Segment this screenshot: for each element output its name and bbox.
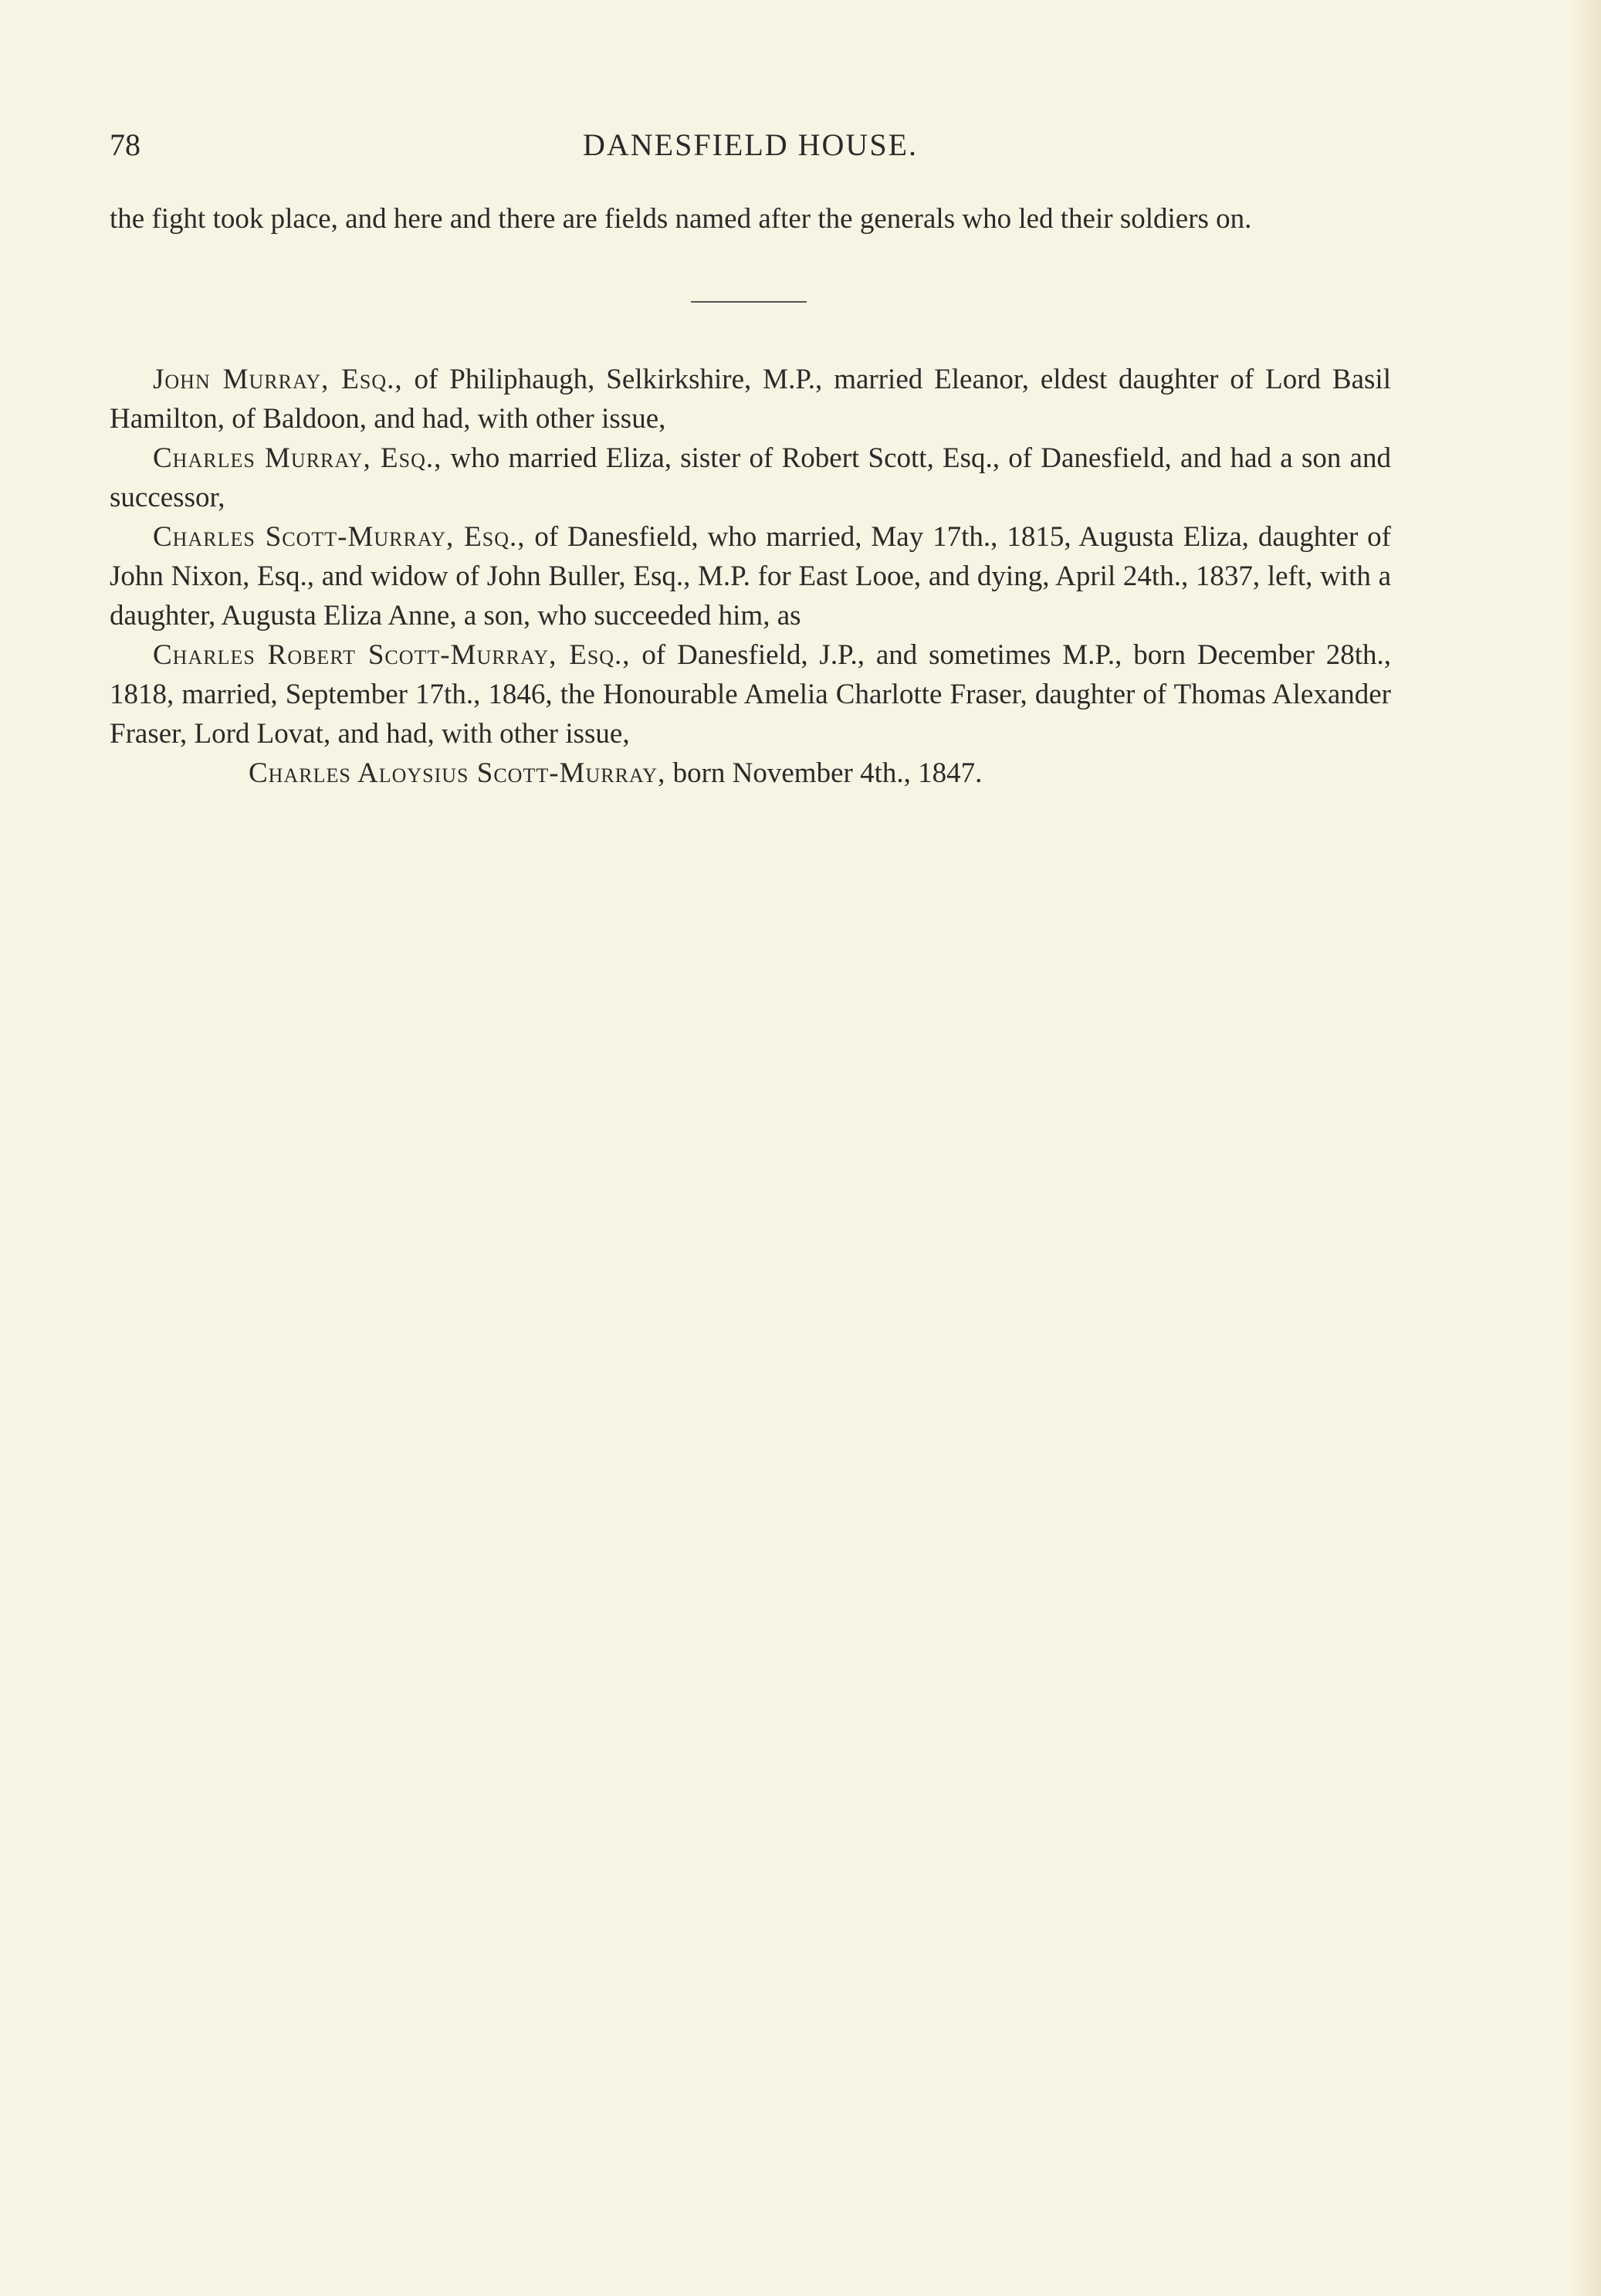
genealogy-section	[110, 360, 1391, 793]
running-head: DANESFIELD HOUSE.	[583, 127, 918, 162]
entry-name: Charles Aloysius Scott-Murray,	[249, 757, 666, 789]
entry-name: Charles Scott-Murray, Esq.,	[153, 521, 526, 553]
genealogy-entry-charles-scott-murray	[110, 517, 1391, 635]
entry-text: of Philiphaugh, Selkirkshire, M.P., married Eleanor, eldest daughter of Lord Basil Hamilton, of Baldoon, and had, with other issue,	[110, 364, 1391, 435]
entry-name: Charles Robert Scott-Murray, Esq.,	[153, 639, 631, 671]
genealogy-entry-charles-murray	[110, 439, 1391, 517]
intro-paragraph: the fight took place, and here and there are fields named after the generals who led their soldiers on.	[110, 203, 1252, 235]
page-edge-shadow	[1570, 0, 1601, 2296]
entry-text: of Danesfield, J.P., and sometimes M.P., born December 28th., 1818, married, September 17th., 1846, the Honourable Amelia Charlotte Fraser, daughter of Thomas Alexander Fraser, Lord Lovat, and had, with other issue,	[110, 639, 1392, 750]
genealogy-entry-charles-aloysius-scott-murray	[110, 753, 1391, 793]
entry-name: John Murray, Esq.,	[153, 364, 403, 395]
section-separator-rule	[691, 301, 807, 303]
entry-text: born November 4th., 1847.	[665, 757, 983, 789]
entry-text: of Danesfield, who married, May 17th., 1815, Augusta Eliza, daughter of John Nixon, Esq., and widow of John Buller, Esq., M.P. for East Looe, and dying, April 24th., 1837, left, with a daughter, Augusta Eliza Anne, a son, who succeeded him, as	[110, 521, 1391, 632]
page-number: 78	[110, 127, 140, 162]
genealogy-entry-john-murray	[110, 360, 1391, 439]
entry-name: Charles Murray, Esq.,	[153, 442, 442, 474]
genealogy-entry-charles-robert-scott-murray	[110, 635, 1391, 753]
page-header	[110, 124, 1391, 167]
entry-text: who married Eliza, sister of Robert Scott, Esq., of Danesfield, and had a son and successor,	[110, 442, 1391, 513]
intro-paragraph-block	[110, 199, 1391, 239]
